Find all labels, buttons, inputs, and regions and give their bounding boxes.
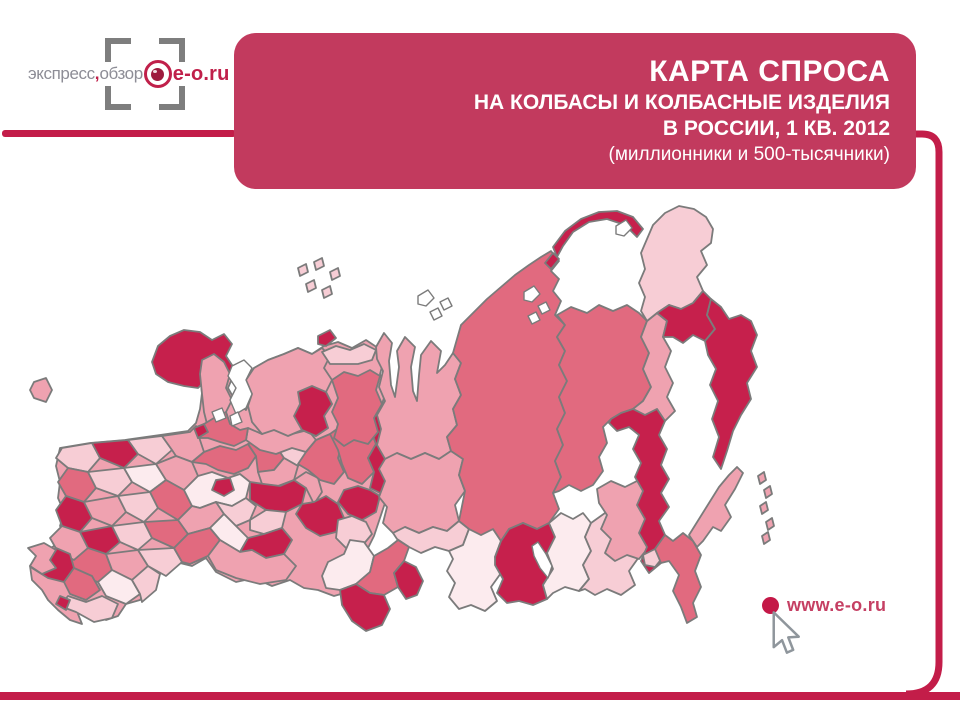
- region-kuril-5: [762, 532, 770, 544]
- logo-word-2: обзор: [99, 64, 143, 83]
- region-nw-islet: [30, 378, 52, 402]
- site-link-label[interactable]: www.e-o.ru: [787, 595, 887, 615]
- region-arctic-islet-3: [430, 308, 442, 320]
- bracket-top-right: [159, 38, 185, 62]
- page-title: КАРТА СПРОСА: [649, 55, 890, 88]
- region-primorye: [655, 533, 701, 623]
- region-khanty-mansi: [379, 451, 465, 533]
- region-kuril-1: [758, 472, 766, 484]
- region-kuril-3: [760, 502, 768, 514]
- region-kemerovo: [394, 561, 423, 599]
- region-yakutia: [553, 305, 651, 493]
- logo-word-1: экспресс: [28, 64, 95, 83]
- express-obzor-logo: [22, 30, 230, 122]
- title-subtitle: (миллионники и 500-тысячники): [608, 144, 890, 166]
- region-franz-josef-4: [306, 280, 316, 292]
- region-krasnoyarsk: [447, 251, 567, 541]
- region-arctic-islet-2: [440, 298, 452, 310]
- region-kuril-4: [766, 518, 774, 530]
- region-franz-josef-3: [330, 268, 340, 280]
- camera-lens-icon: [144, 60, 172, 88]
- title-line-3: В РОССИИ, 1 КВ. 2012: [662, 117, 890, 141]
- lens-core: [151, 68, 164, 81]
- bracket-bottom-right: [159, 86, 185, 110]
- logo-text-row: [28, 60, 230, 88]
- title-line-2: НА КОЛБАСЫ И КОЛБАСНЫЕ ИЗДЕЛИЯ: [473, 90, 890, 114]
- region-kuril-2: [764, 486, 772, 498]
- region-komi: [332, 370, 382, 446]
- region-franz-josef-1: [298, 264, 308, 276]
- logo-domain: e-o.ru: [172, 62, 230, 85]
- bracket-top-left: [105, 38, 131, 62]
- region-kamchatka: [705, 299, 757, 469]
- logo-separator: ,: [94, 64, 100, 83]
- region-sakhalin: [689, 467, 743, 547]
- bracket-bottom-left: [105, 86, 131, 110]
- mouse-cursor-icon: [772, 611, 806, 661]
- region-arctic-islet-1: [418, 290, 434, 306]
- region-franz-josef-2: [314, 258, 324, 270]
- header-card: [234, 33, 916, 189]
- region-franz-josef-5: [322, 286, 332, 298]
- region-novaya-zemlya: [553, 211, 643, 257]
